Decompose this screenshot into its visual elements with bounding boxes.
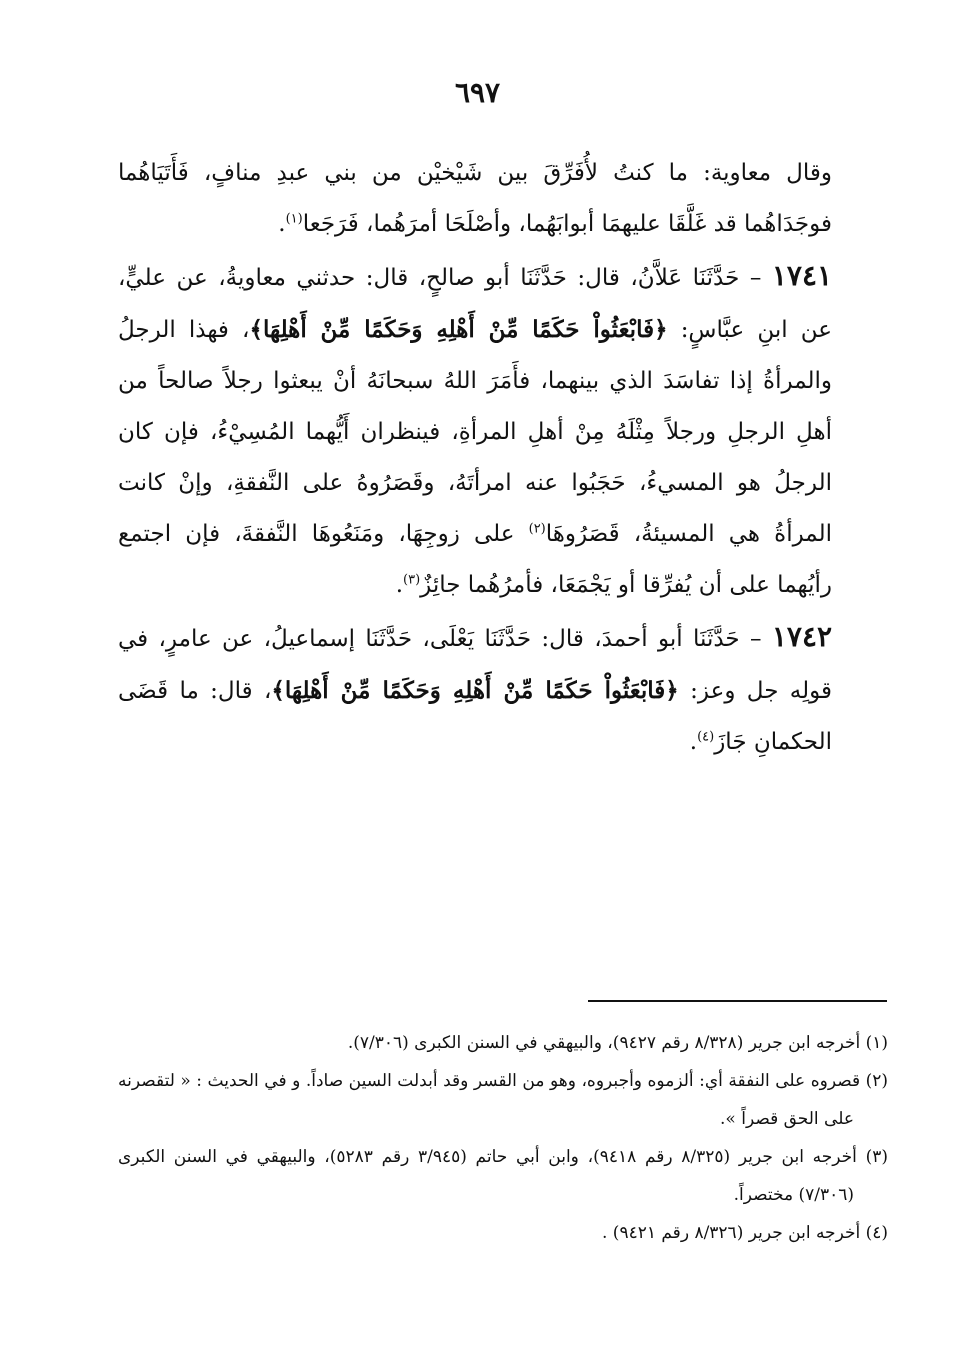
paragraph-text: وقال معاوية: ما كنتُ لأُفَرِّقَ بين شَيْخيْن من بني عبدِ منافٍ، فَأَتَيَاهُما فوجَدَاهُما قد غَلَّقَا عليهمَا أبوابَهُما، وأصْلَحَا أمرَهُما، فَرَجَعا (118, 160, 832, 237)
quran-verse: ﴿فَابْعَثُواْ حَكَمًا مِّنْ أَهْلِهِ وَحَكَمًا مِّنْ أَهْلِهَا﴾ (271, 677, 679, 704)
footnote-1: (١) أخرجه ابن جرير (٨/٣٢٨ رقم ٩٤٢٧)، والبيهقي في السنن الكبرى (٧/٣٠٦). (347, 1033, 888, 1053)
hadith-text-part2: ، فهذا الرجلُ والمرأةُ إذا تفاسَدَ الذي بينهما، فأَمَرَ اللهُ سبحانَهُ أنْ يبعثوا رجلاً صالحاً من أهلِ الرجلِ ورجلاً مِثْلَهُ مِنْ أهلِ المرأةِ، فينظران أَيُّهما المُسِيْءُ، فإن كان الرجلُ هو المسيءُ، حَجَبُوا عنه امرأتَهُ، وقَصَرُوهُ على النَّفقةِ، وإنْ كانت المرأةُ هي المسيئةُ، قَصَرُوهَا (118, 317, 832, 547)
footnotes-section (118, 1024, 888, 1252)
hadith-text-part3: على زوجِهَا، ومَنَعُوهَا النَّفقةَ، فإن اجتمع رأيُهما على أن يُفرِّقا أو يَجْمَعَا، فأمرُهُما جائِزٌ (118, 521, 832, 598)
hadith-number: ١٧٤١ (771, 259, 833, 292)
footnote-ref-3[interactable]: (٣) (403, 572, 421, 588)
quran-verse: ﴿فَابْعَثُواْ حَكَمًا مِّنْ أَهْلِهِ وَحَكَمًا مِّنْ أَهْلِهَا﴾ (249, 316, 668, 343)
footnote-3: (٣) أخرجه ابن جرير (٨/٣٢٥ رقم ٩٤١٨)، وابن أبي حاتم (٣/٩٤٥ رقم ٥٢٨٣)، والبيهقي في السنن الكبرى (٧/٣٠٦) مختصراً. (118, 1147, 888, 1205)
main-text (118, 148, 832, 768)
paragraph-muawiya (118, 148, 832, 250)
footnote-4: (٤) أخرجه ابن جرير (٨/٣٢٦ رقم ٩٤٢١) . (601, 1223, 888, 1243)
footnote-ref-2[interactable]: (٢) (528, 521, 546, 537)
hadith-tail: . (395, 572, 404, 598)
footnote-ref-1[interactable]: (١) (285, 211, 303, 227)
hadith-number: ١٧٤٢ (771, 620, 833, 653)
hadith-text-part2: ، قال: ما قَضَى الحكمانِ جَازَ (118, 678, 832, 755)
page-number: ٦٩٧ (454, 76, 501, 109)
paragraph-tail: . (278, 211, 286, 237)
footnote-2: (٢) قصروه على النفقة أي: ألزموه وأجبروه، وهو من القسر وقد أبدلت السين صاداً. و في الحديث : « لتقصرنه على الحق قصراً ». (118, 1071, 888, 1129)
hadith-1741 (118, 250, 832, 611)
hadith-dash: – (749, 265, 762, 291)
hadith-text-part1: حَدَّثَنَا أبو أحمدَ، قال: حَدَّثَنَا يَعْلَى، حَدَّثَنَا إسماعيلُ، عن عامرٍ، في قولِه جل وعز: (118, 626, 832, 704)
hadith-1742 (118, 611, 832, 768)
footnote-separator (588, 1000, 887, 1002)
hadith-tail: . (689, 729, 698, 755)
footnote-ref-4[interactable]: (٤) (697, 729, 715, 745)
hadith-dash: – (750, 626, 762, 652)
hadith-text-part1: حَدَّثَنَا عَلاَّنُ، قال: حَدَّثَنَا أبو صالحٍ، قال: حدثني معاويةُ، عن عليٍّ، عن ابنِ عبَّاسٍ: (118, 265, 832, 343)
